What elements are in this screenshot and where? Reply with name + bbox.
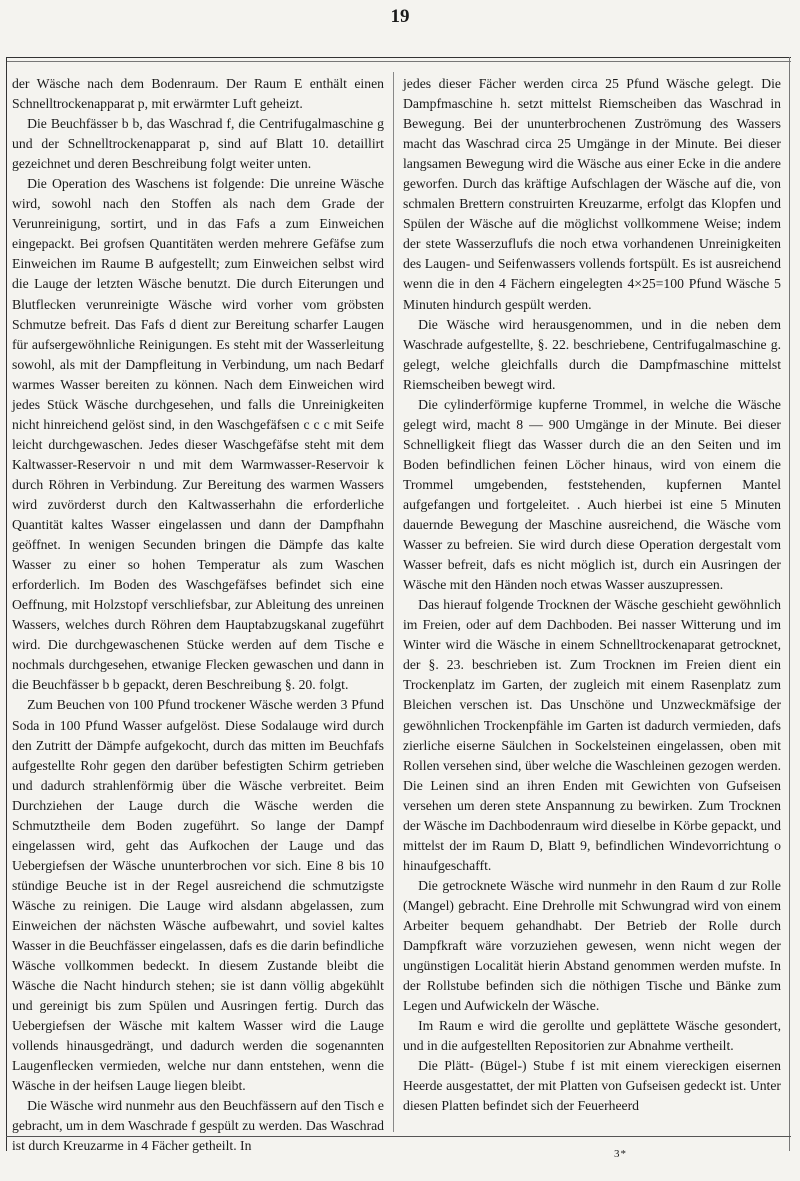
paragraph: Die Operation des Waschens ist folgende: Die unreine Wäsche wird, sowohl nach den Stoffen als nach dem Grade der Verunreinigung, sortirt, und in das Fafs a zum Einweichen eingepackt. Bei grofsen Quantitäten werden mehrere Gefäfse zum Einweichen im Raume B aufgestellt; zum Einweichen selbst wird die Lauge der letzten Wäsche benutzt. Die durch Eiterungen und Blutflecken verunreinigte Wäsche wird vorher vom gröbsten Schmutze befreit. Das Fafs d dient zur Bereitung scharfer Laugen für aufsergewöhnliche Reinigungen. Es steht mit der Wasserleitung sowohl, als mit der Dampfleitung in Verbindung, um nach Bedarf warmes Wasser bereiten zu können. Nach dem Einweichen wird jedes Stück Wäsche durchgesehen, und falls die Unreinigkeiten nicht hinreichend gelöst sind, in den Waschgefäfsen c c c mit Seife leicht durchgewaschen. Jedes dieser Waschgefäfse steht mit dem Kaltwasser-Reservoir n und mit dem Warmwasser-Reservoir k durch Röhren in Verbindung. Zur Bereitung des warmen Wassers wird zuvörderst durch den Kaltwasserhahn die erforderliche Quantität kaltes Wasser eingelassen und dann der Dampfhahn geöffnet. In wenigen Secunden bringen die Dämpfe das kalte Wasser zu einer so hohen Temperatur als zum Waschen erforderlich. Im Boden des Waschgefäfses befindet sich eine Oeffnung, mit Holzstopf verschliefsbar, zur Ableitung des unreinen Wassers, welches durch Röhren dem Hauptabzugskanal zugeführt wird. Die durchgewaschenen Stücke werden auf dem Tische e nochmals durchgesehen, etwanige Flecken gewaschen und dann in die Beuchfässer b b gepackt, deren Beschreibung §. 20. folgt. bbox=[12, 176, 384, 693]
header-rule bbox=[6, 57, 791, 58]
left-frame-line bbox=[6, 57, 7, 1151]
paragraph: Die getrocknete Wäsche wird nunmehr in den Raum d zur Rolle (Mangel) gebracht. Eine Drehrolle mit Schwungrad wird von einem Arbeiter bequem gehandhabt. Der Betrieb der Rolle durch Dampfkraft wäre vorzuziehen gewesen, wenn nicht wegen der ungünstigen Localität hierin Abstand genommen werden mufste. In der Rollstube befinden sich die nöthigen Tische und Bänke zum Legen und Aufwickeln der Wäsche. bbox=[403, 877, 781, 1014]
right-column bbox=[403, 74, 781, 1116]
left-column bbox=[12, 74, 384, 1157]
header-rule-inner bbox=[6, 61, 791, 62]
signature-mark: 3* bbox=[614, 1148, 627, 1160]
paragraph: Die Wäsche wird herausgenommen, und in die neben dem Waschrade aufgestellte, §. 22. beschriebene, Centrifugalmaschine g. gelegt, welche gleichfalls durch die Dampfmaschine mittelst Riemscheiben bewegt wird. bbox=[403, 316, 781, 392]
paragraph: Die Wäsche wird nunmehr aus den Beuchfässern auf den Tisch e gebracht, um in dem Waschrade f gespült zu werden. Das Waschrad ist durch Kreuzarme in 4 Fächer getheilt. In bbox=[12, 1098, 384, 1154]
page-number: 19 bbox=[390, 6, 410, 27]
column-divider bbox=[393, 72, 394, 1132]
paragraph: Die Beuchfässer b b, das Waschrad f, die Centrifugalmaschine g und der Schnelltrockenapparat p, sind auf Blatt 10. detaillirt gezeichnet und deren Beschreibung folgt weiter unten. bbox=[12, 116, 384, 172]
paragraph: Im Raum e wird die gerollte und geplättete Wäsche gesondert, und in die aufgestellten Repositorien zur Abnahme vertheilt. bbox=[403, 1018, 781, 1054]
paragraph: Zum Beuchen von 100 Pfund trockener Wäsche werden 3 Pfund Soda in 100 Pfund Wasser aufgelöst. Diese Sodalauge wird durch den Zutritt der Dämpfe aufgekocht, durch das mitten im Beuchfafs aufgestellte Rohr gegen den darüber befestigten Schirm getrieben und dadurch strahlenförmig über die Wäsche verbreitet. Beim Durchziehen der Lauge durch die Wäsche werden die Schmutztheile dem Boden zugeführt. So lange der Dampf eingelassen wird, geht das Aufkochen der Lauge und das Uebergiefsen der Wäsche ununterbrochen vor sich. Eine 8 bis 10 stündige Beuche ist in der Regel ausreichend die schmutzigste Wäsche zu reinigen. Die Lauge wird alsdann abgelassen, zum Einweichen der nächsten Wäsche aufbewahrt, und soviel kaltes Wasser in die Beuchfässer eingelassen, dafs es die darin befindliche Wäsche vollkommen bedeckt. In diesem Zustande bleibt die Wäsche die Nacht hindurch stehen; sie ist dann völlig abgekühlt und gereinigt bis zum Spülen und Ausringen fertig. Durch das Uebergiefsen der Wäsche mit kaltem Wasser wird die Lauge vollends hinausgedrängt, und dadurch werden die sogenannten Laugenflecken vermieden, welche nur dann entstehen, wenn die Wäsche in der heifsen Lauge liegen bleibt. bbox=[12, 697, 384, 1094]
paragraph: Das hierauf folgende Trocknen der Wäsche geschieht gewöhnlich im Freien, oder auf dem Dachboden. Bei nasser Witterung und im Winter wird die Wäsche in einem Schnelltrockenaparat getrocknet, der §. 23. beschrieben ist. Zum Trocknen im Freien dient ein Trockenplatz im Garten, der zugleich mit einem Rasenplatz zum Bleichen verschen ist. Das Unschöne und Unzweckmäfsige der gewöhnlichen Trockenpfähle im Garten ist dadurch vermieden, dafs zierliche eiserne Säulchen in Sockelsteinen eingelassen, oben mit Rollen versehen sind, über welche die Waschleinen gezogen werden. Die Leinen sind an ihren Enden mit Gewichten von Gufseisen versehen um deren stete Anspannung zu bewirken. Zum Trocknen der Wäsche im Dachbodenraum wird dieselbe in Körbe gepackt, und mittelst der im Raum D, Blatt 9, befindlichen Windevorrichtung o hinaufgeschafft. bbox=[403, 597, 781, 873]
paragraph: Die cylinderförmige kupferne Trommel, in welche die Wäsche gelegt wird, macht 8 — 900 Umgänge in der Minute. Bei dieser Schnelligkeit fliegt das Wasser durch die an den Seiten und im Boden befindlichen feinen Löcher hinaus, wird von einem die Trommel umgebenden, feststehenden, kupfernen Mantel aufgefangen und fortgeleitet. . Auch hierbei ist eine 5 Minuten dauernde Bewegung der Maschine ausreichend, die Wäsche vom Wasser zu befreien. Sie wird durch diese Operation dergestalt vom Wasser befreit, dafs es nicht möglich ist, durch ein Ausringen der Wäsche mit den Händen noch etwas Wasser auszupressen. bbox=[403, 396, 781, 593]
paragraph: jedes dieser Fächer werden circa 25 Pfund Wäsche gelegt. Die Dampfmaschine h. setzt mittelst Riemscheiben das Waschrad in Bewegung. Bei der ununterbrochenen Zuströmung des Wassers macht das Waschrad circa 25 Umgänge in der Minute. Bei dieser langsamen Bewegung wird die Wäsche aus einer Ecke in die andere geworfen. Durch das kräftige Aufschlagen der Wäsche auf die, von schmalen Brettern construirten Kreuzarme, erfolgt das Klopfen und Spülen der Wäsche auf die möglichst vollkommene Weise; indem der stete Wasserzuflufs die noch etwa vorhandenen Unreinigkeiten des Laugen- und Seifenwassers vollends fortspült. Es ist ausreichend wenn die in den 4 Fächern eingelegten 4×25=100 Pfund Wäsche 5 Minuten hindurch gespült werden. bbox=[403, 76, 781, 312]
paragraph: Die Plätt- (Bügel-) Stube f ist mit einem viereckigen eisernen Heerde ausgestattet, der mit Platten von Gufseisen gedeckt ist. Unter diesen Platten befindet sich der Feuerheerd bbox=[403, 1058, 781, 1114]
right-frame-line bbox=[789, 57, 790, 1151]
paragraph: der Wäsche nach dem Bodenraum. Der Raum E enthält einen Schnelltrockenapparat p, mit erwärmter Luft geheizt. bbox=[12, 76, 384, 112]
